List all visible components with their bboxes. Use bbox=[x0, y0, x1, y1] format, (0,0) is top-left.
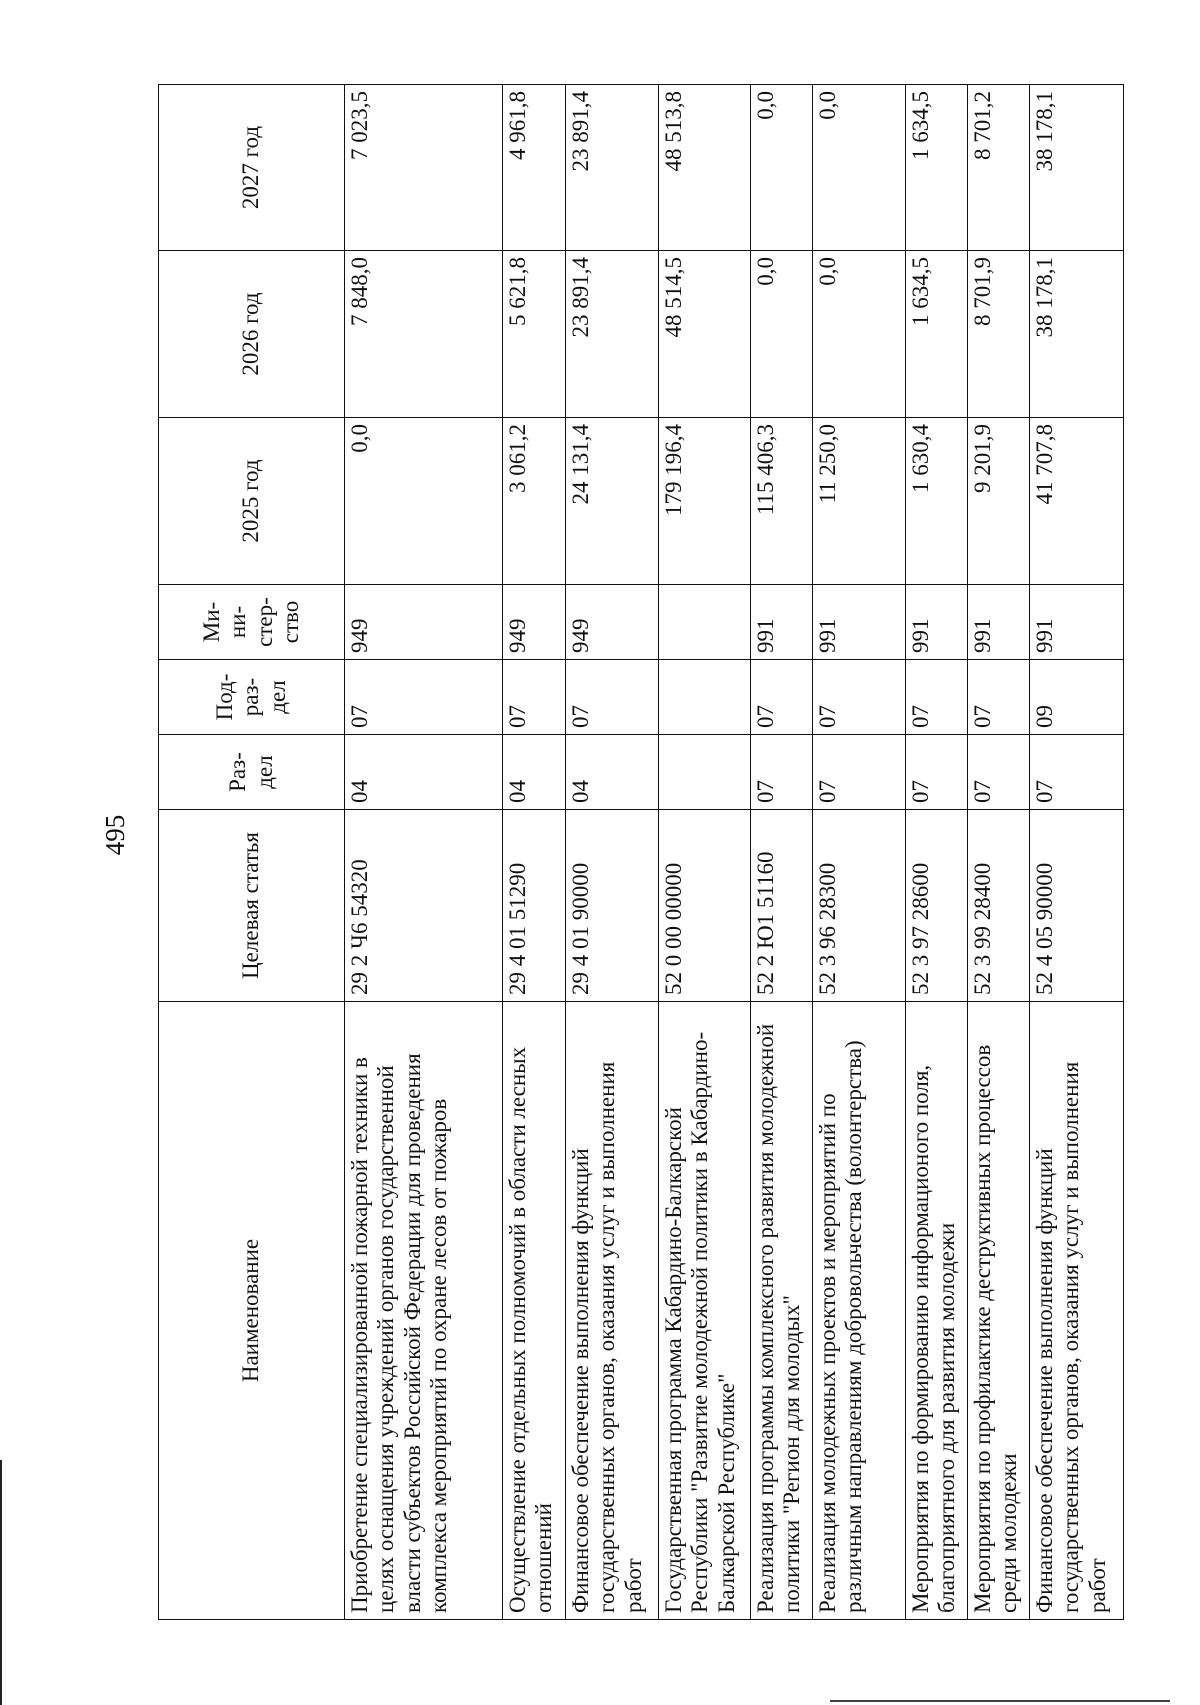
rotated-table-wrapper bbox=[158, 85, 1110, 1620]
cell-ministry: 991 bbox=[1029, 584, 1123, 659]
cell-2025: 9 201,9 bbox=[967, 417, 1029, 584]
budget-table bbox=[158, 84, 1124, 1620]
cell-2025: 11 250,0 bbox=[812, 417, 905, 584]
col-header-section: Раз-дел bbox=[158, 734, 344, 809]
cell-target: 52 4 05 90000 bbox=[1029, 809, 1123, 1001]
cell-ministry: 949 bbox=[565, 584, 658, 659]
cell-ministry bbox=[658, 584, 750, 659]
cell-name: Финансовое обеспечение выполнения функций государственных органов, оказания услуг и выполнения работ bbox=[1029, 1001, 1123, 1619]
table-row bbox=[967, 84, 1029, 1619]
cell-name: Осуществление отдельных полномочий в области лесных отношений bbox=[502, 1001, 565, 1619]
cell-section: 04 bbox=[344, 734, 502, 809]
cell-2026: 38 178,1 bbox=[1029, 250, 1123, 417]
cell-ministry: 991 bbox=[812, 584, 905, 659]
table-row bbox=[502, 84, 565, 1619]
cell-subsection bbox=[658, 659, 750, 734]
cell-subsection: 07 bbox=[750, 659, 812, 734]
cell-subsection: 07 bbox=[565, 659, 658, 734]
cell-2026: 0,0 bbox=[750, 250, 812, 417]
cell-name: Мероприятия по формированию информационого поля, благоприятного для развития молодежи bbox=[905, 1001, 967, 1619]
table-row bbox=[565, 84, 658, 1619]
cell-section bbox=[658, 734, 750, 809]
cell-2027: 38 178,1 bbox=[1029, 84, 1123, 250]
cell-2025: 115 406,3 bbox=[750, 417, 812, 584]
cell-section: 04 bbox=[565, 734, 658, 809]
cell-2025: 0,0 bbox=[344, 417, 502, 584]
cell-subsection: 07 bbox=[812, 659, 905, 734]
cell-2025: 1 630,4 bbox=[905, 417, 967, 584]
col-header-target: Целевая статья bbox=[158, 809, 344, 1001]
cell-2027: 8 701,2 bbox=[967, 84, 1029, 250]
cell-2026: 8 701,9 bbox=[967, 250, 1029, 417]
scan-edge-bottom bbox=[830, 1700, 1170, 1702]
table-row bbox=[905, 84, 967, 1619]
cell-target: 52 3 99 28400 bbox=[967, 809, 1029, 1001]
cell-ministry: 991 bbox=[905, 584, 967, 659]
cell-subsection: 07 bbox=[502, 659, 565, 734]
cell-name: Финансовое обеспечение выполнения функций государственных органов, оказания услуг и выполнения работ bbox=[565, 1001, 658, 1619]
cell-ministry: 991 bbox=[967, 584, 1029, 659]
table-row bbox=[344, 84, 502, 1619]
cell-section: 04 bbox=[502, 734, 565, 809]
cell-name: Реализация молодежных проектов и мероприятий по различным направлениям добровольчества (волонтерства) bbox=[812, 1001, 905, 1619]
cell-2026: 7 848,0 bbox=[344, 250, 502, 417]
cell-2026: 1 634,5 bbox=[905, 250, 967, 417]
cell-subsection: 07 bbox=[905, 659, 967, 734]
cell-2025: 3 061,2 bbox=[502, 417, 565, 584]
cell-section: 07 bbox=[967, 734, 1029, 809]
cell-subsection: 07 bbox=[344, 659, 502, 734]
cell-2027: 7 023,5 bbox=[344, 84, 502, 250]
col-header-name: Наименование bbox=[158, 1001, 344, 1619]
cell-target: 52 3 97 28600 bbox=[905, 809, 967, 1001]
col-header-ministry: Ми-ни-стер-ство bbox=[158, 584, 344, 659]
col-header-2027: 2027 год bbox=[158, 84, 344, 250]
table-row bbox=[812, 84, 905, 1619]
cell-target: 29 4 01 51290 bbox=[502, 809, 565, 1001]
cell-2027: 0,0 bbox=[750, 84, 812, 250]
cell-target: 52 2 Ю1 51160 bbox=[750, 809, 812, 1001]
cell-2025: 24 131,4 bbox=[565, 417, 658, 584]
cell-name: Государственная программа Кабардино-Балкарской Республики "Развитие молодежной политики в Кабардино-Балкарской Республике" bbox=[658, 1001, 750, 1619]
cell-name: Мероприятия по профилактике деструктивных процессов среди молодежи bbox=[967, 1001, 1029, 1619]
cell-2027: 23 891,4 bbox=[565, 84, 658, 250]
cell-2026: 0,0 bbox=[812, 250, 905, 417]
cell-section: 07 bbox=[750, 734, 812, 809]
cell-ministry: 949 bbox=[344, 584, 502, 659]
cell-target: 52 3 96 28300 bbox=[812, 809, 905, 1001]
scan-edge-left bbox=[0, 1460, 2, 1705]
col-header-2026: 2026 год bbox=[158, 250, 344, 417]
col-header-2025: 2025 год bbox=[158, 417, 344, 584]
cell-subsection: 09 bbox=[1029, 659, 1123, 734]
cell-2026: 48 514,5 bbox=[658, 250, 750, 417]
cell-2026: 23 891,4 bbox=[565, 250, 658, 417]
cell-subsection: 07 bbox=[967, 659, 1029, 734]
table-row bbox=[1029, 84, 1123, 1619]
cell-name: Реализация программы комплексного развития молодежной политики "Регион для молодых" bbox=[750, 1001, 812, 1619]
cell-section: 07 bbox=[1029, 734, 1123, 809]
cell-2025: 179 196,4 bbox=[658, 417, 750, 584]
cell-2026: 5 621,8 bbox=[502, 250, 565, 417]
cell-target: 52 0 00 00000 bbox=[658, 809, 750, 1001]
cell-2027: 4 961,8 bbox=[502, 84, 565, 250]
cell-2025: 41 707,8 bbox=[1029, 417, 1123, 584]
cell-name: Приобретение специализированной пожарной техники в целях оснащения учреждений органов государственной власти субъектов Российской Федерации для проведения комплекса мероприятий по охране лесов от пожаров bbox=[344, 1001, 502, 1619]
col-header-subsection: Под-раз-дел bbox=[158, 659, 344, 734]
cell-2027: 48 513,8 bbox=[658, 84, 750, 250]
table-row bbox=[658, 84, 750, 1619]
cell-2027: 1 634,5 bbox=[905, 84, 967, 250]
cell-target: 29 2 Ч6 54320 bbox=[344, 809, 502, 1001]
cell-2027: 0,0 bbox=[812, 84, 905, 250]
cell-ministry: 991 bbox=[750, 584, 812, 659]
table-row bbox=[750, 84, 812, 1619]
cell-ministry: 949 bbox=[502, 584, 565, 659]
header-row bbox=[158, 84, 344, 1619]
page-number: 495 bbox=[100, 814, 130, 856]
cell-section: 07 bbox=[812, 734, 905, 809]
cell-section: 07 bbox=[905, 734, 967, 809]
cell-target: 29 4 01 90000 bbox=[565, 809, 658, 1001]
